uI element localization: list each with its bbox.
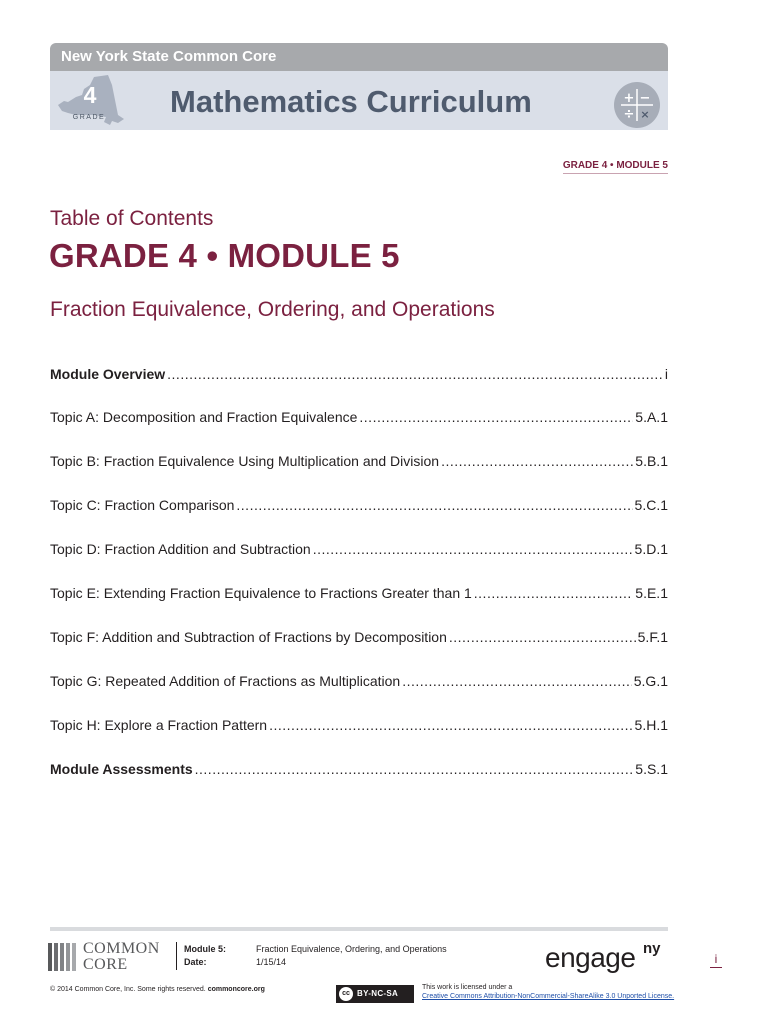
toc-entry-topic-f[interactable] [50, 629, 668, 645]
times-icon: × [640, 108, 650, 121]
toc-entry-page: 5.H.1 [634, 717, 668, 733]
grade-word: GRADE [72, 114, 106, 121]
toc-entry-title: Module Overview [50, 366, 166, 382]
copyright-site-link[interactable]: commoncore.org [207, 986, 265, 993]
toc-entry-page: 5.E.1 [635, 585, 668, 601]
banner-top-bar [50, 43, 668, 71]
toc-leader-dots [167, 366, 663, 382]
engageny-logo-text: engage [545, 942, 636, 973]
copyright-notice [50, 986, 265, 993]
footer-separator [176, 942, 177, 970]
toc-entry-topic-g[interactable] [50, 673, 668, 689]
math-operations-icon [613, 81, 661, 129]
toc-entry-topic-h[interactable] [50, 717, 668, 733]
toc-entry-title: Topic A: Decomposition and Fraction Equivalence [50, 409, 358, 425]
toc-entry-page: i [664, 366, 668, 382]
footer-module-label: Module 5: [184, 944, 226, 954]
toc-leader-dots [313, 541, 633, 557]
footer-date-value: 1/15/14 [256, 957, 287, 967]
toc-entry-page: 5.C.1 [634, 497, 668, 513]
license-link[interactable]: Creative Commons Attribution-NonCommercial-ShareAlike 3.0 Unported License. [422, 993, 675, 1000]
minus-icon: − [639, 91, 651, 106]
toc-leader-dots [359, 409, 633, 425]
toc-entry-title: Topic F: Addition and Subtraction of Fractions by Decomposition [50, 629, 447, 645]
page-subtitle: Fraction Equivalence, Ordering, and Operations [50, 298, 495, 321]
copyright-text: © 2014 Common Core, Inc. Some rights reserved. [50, 986, 206, 993]
toc-entry-topic-a[interactable] [50, 409, 668, 425]
footer-rule [50, 927, 668, 931]
toc-entry-module-assessments[interactable] [50, 761, 668, 777]
banner-title: Mathematics Curriculum [170, 84, 532, 119]
common-core-logo [48, 940, 178, 974]
toc-entry-page: 5.S.1 [635, 761, 668, 777]
common-core-logo-line1: COMMON [83, 940, 160, 957]
toc-entry-module-overview[interactable] [50, 366, 668, 382]
license-text: This work is licensed under a [422, 984, 513, 991]
toc-entry-title: Module Assessments [50, 761, 193, 777]
toc-entry-title: Topic G: Repeated Addition of Fractions as Multiplication [50, 673, 401, 689]
creative-commons-icon: cc [339, 987, 353, 1001]
toc-entry-page: 5.D.1 [634, 541, 668, 557]
footer-module-value: Fraction Equivalence, Ordering, and Operations [256, 944, 447, 954]
plus-icon: + [623, 91, 635, 106]
toc-entry-title: Topic C: Fraction Comparison [50, 497, 235, 513]
page-number: i [710, 952, 722, 968]
toc-entry-topic-e[interactable] [50, 585, 668, 601]
toc-leader-dots [195, 761, 634, 777]
toc-entry-title: Topic E: Extending Fraction Equivalence to Fractions Greater than 1 [50, 585, 472, 601]
common-core-logo-line2: CORE [83, 956, 128, 973]
page-title: GRADE 4 • MODULE 5 [49, 237, 400, 274]
toc-entry-topic-b[interactable] [50, 453, 668, 469]
toc-leader-dots [269, 717, 632, 733]
toc-leader-dots [449, 629, 636, 645]
toc-label: Table of Contents [50, 207, 214, 230]
toc-entry-page: 5.B.1 [635, 453, 668, 469]
toc-entry-topic-c[interactable] [50, 497, 668, 513]
toc-leader-dots [441, 453, 633, 469]
toc-leader-dots [474, 585, 634, 601]
toc-entry-title: Topic D: Fraction Addition and Subtraction [50, 541, 311, 557]
toc-entry-page: 5.F.1 [637, 629, 668, 645]
cc-license-badge[interactable] [336, 985, 414, 1003]
header-tag: GRADE 4 • MODULE 5 [563, 160, 668, 174]
toc-entry-page: 5.G.1 [633, 673, 668, 689]
toc-entry-title: Topic B: Fraction Equivalence Using Multiplication and Division [50, 453, 440, 469]
divide-icon: ÷ [623, 107, 635, 122]
footer-date-label: Date: [184, 957, 207, 967]
toc-leader-dots [236, 497, 632, 513]
toc-leader-dots [402, 673, 632, 689]
toc-entry-title: Topic H: Explore a Fraction Pattern [50, 717, 268, 733]
toc-entry-page: 5.A.1 [635, 409, 668, 425]
banner-top-text: New York State Common Core [61, 48, 277, 65]
grade-number: 4 [83, 82, 97, 108]
toc-entry-topic-d[interactable] [50, 541, 668, 557]
common-core-bars-icon [48, 943, 78, 971]
engageny-logo-ny: ny [643, 940, 661, 957]
cc-badge-text: BY-NC-SA [357, 989, 399, 998]
